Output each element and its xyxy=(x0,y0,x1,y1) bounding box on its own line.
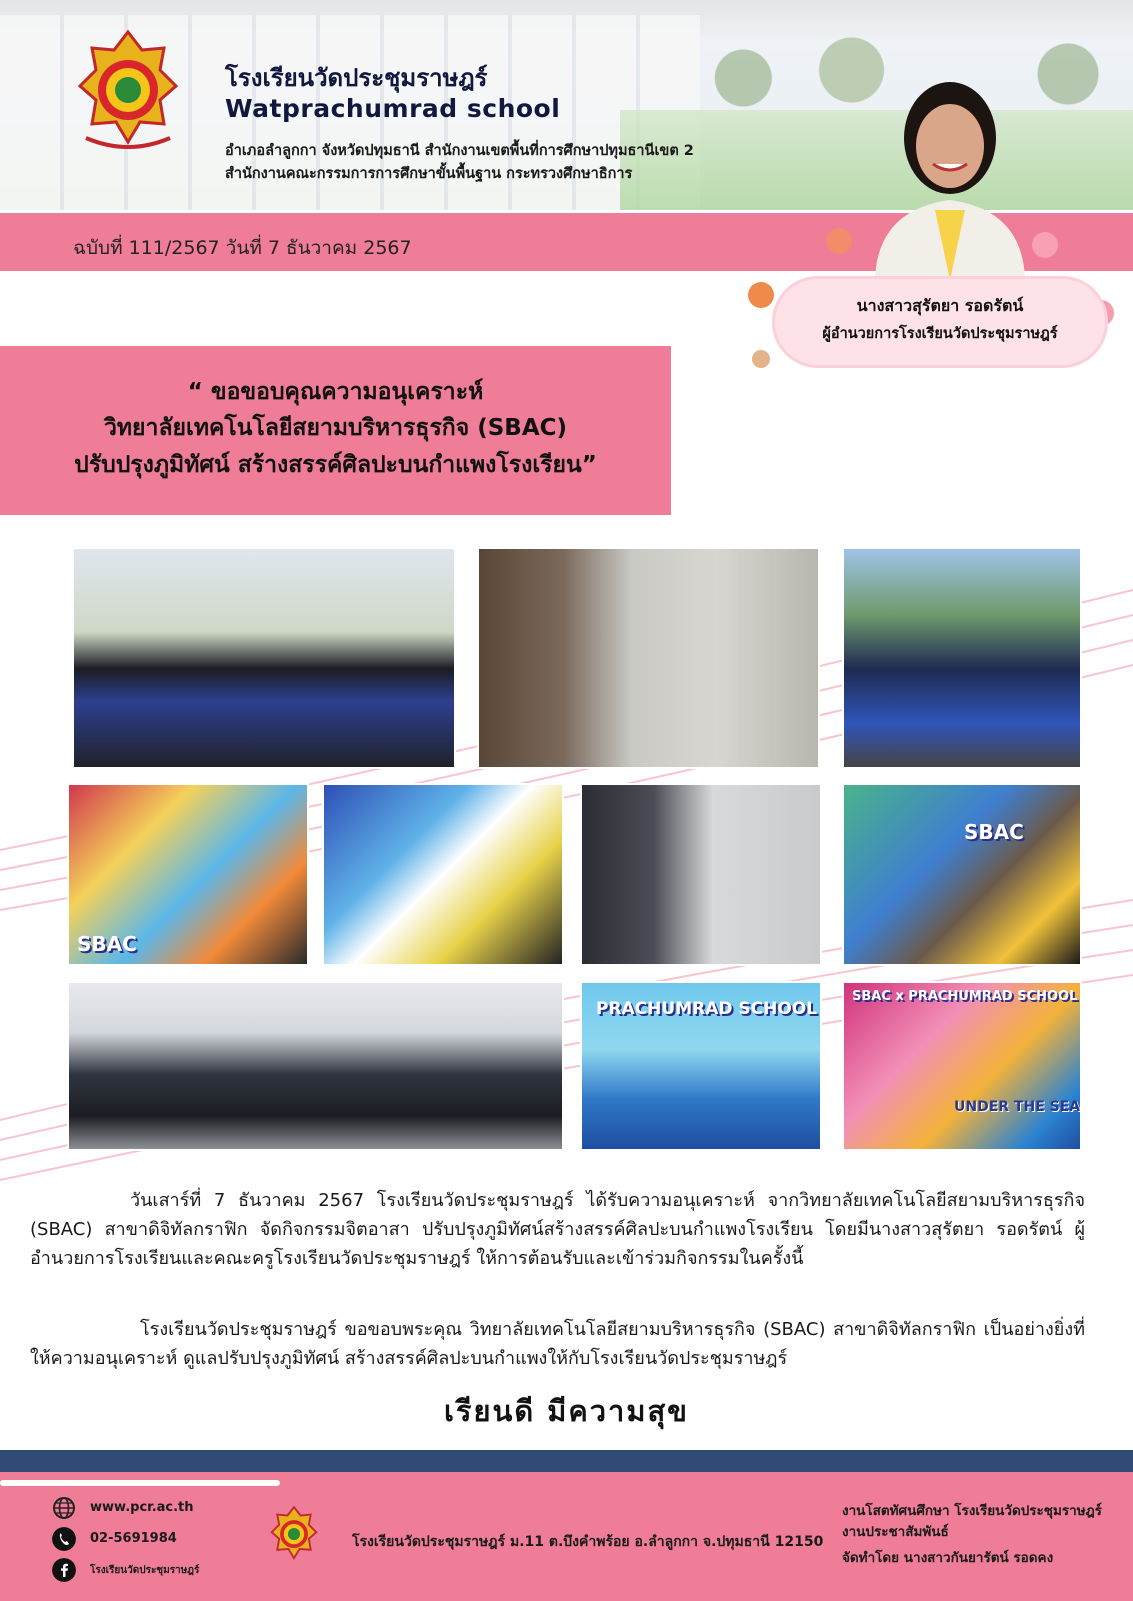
footer-navy-band xyxy=(0,1450,1133,1472)
address-line-2: สำนักงานคณะกรรมการการศึกษาขั้นพื้นฐาน กระทรวงศึกษาธิการ xyxy=(225,166,633,182)
photo-group-welcome xyxy=(72,547,456,769)
photo-students-painting xyxy=(580,783,822,966)
footer-prepared-by: จัดทำโดย นางสาวกันยารัตน์ รอดคง xyxy=(842,1550,1054,1566)
photo-group-volunteers xyxy=(67,981,564,1151)
headline-line-3: ปรับปรุงภูมิทัศน์ สร้างสรรค์ศิลปะบนกำแพงโรงเรียน” xyxy=(74,452,597,478)
flower-decoration xyxy=(826,228,852,254)
flower-decoration xyxy=(752,350,770,368)
photo-director-speech xyxy=(842,547,1082,769)
headline-line-1: “ ขอขอบคุณความอนุเคราะห์ xyxy=(187,379,484,405)
headline-line-2: วิทยาลัยเทคโนโลยีสยามบริหารธุรกิจ (SBAC) xyxy=(103,415,568,441)
footer-unit-line-2: งานประชาสัมพันธ์ xyxy=(842,1524,949,1540)
photo-mural-prachumrad-school: PRACHUMRAD SCHOOL xyxy=(580,981,822,1151)
footer-unit-line-1: งานโสตทัศนศึกษา โรงเรียนวัดประชุมราษฎร์ xyxy=(842,1503,1102,1519)
director-name: นางสาวสุรัตยา รอดรัตน์ xyxy=(856,296,1024,315)
school-name-english: Watprachumrad school xyxy=(225,94,561,123)
issue-number: ฉบับที่ 111/2567 วันที่ 7 ธันวาคม 2567 xyxy=(73,237,412,259)
globe-icon xyxy=(52,1496,76,1520)
photo-mural-sbac: SBAC xyxy=(67,783,309,966)
footer-phone: 02-5691984 xyxy=(90,1531,177,1546)
photo-mural-rabbits xyxy=(322,783,564,966)
photo-mural-under-the-sea: SBAC x PRACHUMRAD SCHOOL UNDER THE SEA xyxy=(842,981,1082,1151)
footer-address: โรงเรียนวัดประชุมราษฎร์ ม.11 ต.บึงคำพร้อย อ.ลำลูกกา จ.ปทุมธานี 12150 xyxy=(352,1534,824,1550)
flower-decoration xyxy=(748,282,774,308)
footer-facebook[interactable]: โรงเรียนวัดประชุมราษฎร์ xyxy=(90,1565,200,1576)
paragraph-2: โรงเรียนวัดประชุมราษฎร์ ขอขอบพระคุณ วิทยาลัยเทคโนโลยีสยามบริหารธุรกิจ (SBAC) สาขาดิจิทัลกราฟิก เป็นอย่างยิ่งที่ให้ความอนุเคราะห์ ดูแลปรับปรุงภูมิทัศน์ สร้างสรรค์ศิลปะบนกำแพงให้กับโรงเรียนวัดประชุมราษฎร์ xyxy=(30,1319,1085,1369)
phone-icon xyxy=(52,1527,76,1551)
school-emblem-logo xyxy=(72,28,184,156)
footer-website[interactable]: www.pcr.ac.th xyxy=(90,1500,194,1515)
director-photo xyxy=(855,60,1045,280)
school-name-thai: โรงเรียนวัดประชุมราษฎร์ xyxy=(225,64,488,92)
director-role: ผู้อำนวยการโรงเรียนวัดประชุมราษฎร์ xyxy=(822,326,1058,342)
paragraph-1: วันเสาร์ที่ 7 ธันวาคม 2567 โรงเรียนวัดประชุมราษฎร์ ได้รับความอนุเคราะห์ จากวิทยาลัยเทคโนโลยีสยามบริหารธุรกิจ (SBAC) สาขาดิจิทัลกราฟิก จัดกิจกรรมจิตอาสา ปรับปรุงภูมิทัศน์สร้างสรรค์ศิลปะบนกำแพงโรงเรียน โดยมีนางสาวสุรัตยา รอดรัตน์ ผู้อำนวยการโรงเรียนและคณะครูโรงเรียนวัดประชุมราษฎร์ ให้การต้อนรับและเข้าร่วมกิจกรรมในครั้งนี้ xyxy=(30,1190,1085,1269)
facebook-icon xyxy=(52,1558,76,1582)
address-line-1: อำเภอลำลูกกา จังหวัดปทุมธานี สำนักงานเขตพื้นที่การศึกษาปทุมธานีเขต 2 xyxy=(225,143,694,159)
flower-decoration xyxy=(1032,232,1058,258)
school-emblem-logo-small xyxy=(268,1505,320,1565)
photo-mural-sbac-wall: SBAC xyxy=(842,783,1082,966)
photo-wall-painting xyxy=(477,547,820,769)
school-motto: เรียนดี มีความสุข xyxy=(444,1394,689,1428)
